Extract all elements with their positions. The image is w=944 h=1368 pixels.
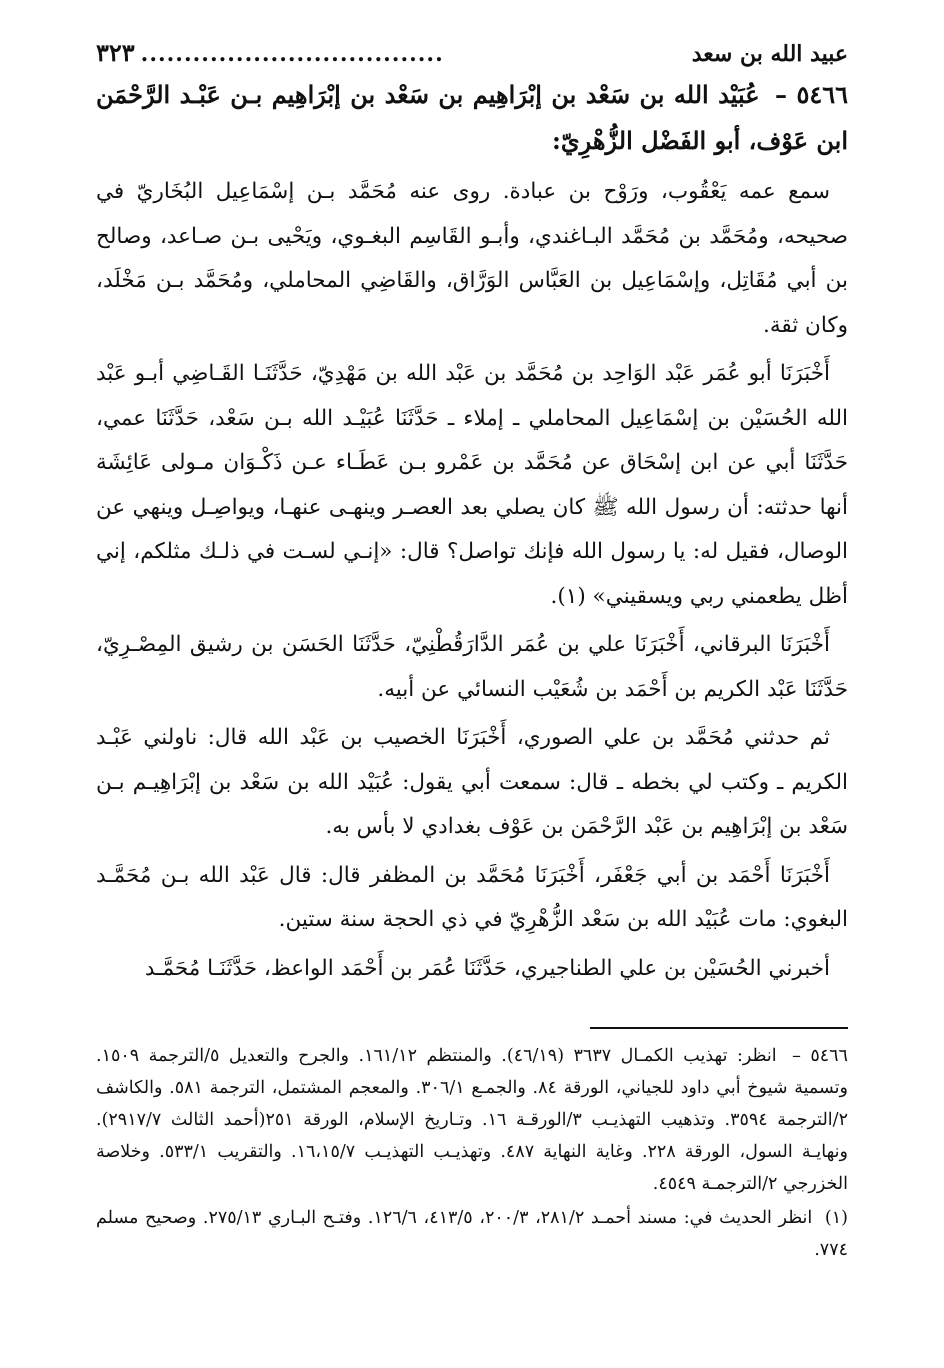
- running-head: [96, 36, 848, 70]
- footnote-mark: ٥٤٦٦ –: [792, 1046, 848, 1066]
- paragraph-3: أَخْبَرَنَا البرقاني، أَخْبَرَنَا علي بن عُمَر الدَّارَقُطْنِيّ، حَدَّثَنَا الحَسَن بن رشيق المِصْـرِيّ، حَدَّثَنَا عَبْد الكريم بن أَحْمَد بن شُعَيْب النسائي عن أبيه.: [96, 632, 848, 702]
- entry-title: عُبَيْد الله بن سَعْد بن إبْرَاهِيم بن سَعْد بن إبْرَاهِيم بـن عَبْـد الرَّحْمَن ابن عَوْف، أبو الفَضْل الزُّهْرِيّ:: [96, 80, 848, 155]
- page-number: ٣٢٣: [96, 38, 135, 67]
- paragraph-5: أَخْبَرَنَا أَحْمَد بن أبي جَعْفَر، أَخْبَرَنَا مُحَمَّد بن المظفر قال: قال عَبْد الله بـن مُحَمَّـد البغوي: مات عُبَيْد الله بن سَعْد الزُّهْرِيّ في ذي الحجة سنة ستين.: [96, 862, 848, 932]
- paragraph-6: أخبرني الحُسَيْن بن علي الطناجيري، حَدَّثَنَا عُمَر بن أَحْمَد الواعظ، حَدَّثَنَـا مُحَمَّـد: [144, 955, 830, 981]
- paragraph-4: ثم حدثني مُحَمَّد بن علي الصوري، أَخْبَرَنَا الخصيب بن عَبْد الله قال: ناولني عَبْـد الكريم ـ وكتب لي بخطه ـ قال: سمعت أبي يقول: عُبَيْد الله بن سَعْد بن إبْرَاهِيـم بـن سَعْد بن إبْرَاهِيم بن عَبْد الرَّحْمَن بن عَوْف بغدادي لا بأس به.: [96, 725, 848, 839]
- running-head-title: عبيد الله بن سعد: [691, 41, 848, 67]
- footnote-1: [96, 1040, 848, 1200]
- footnote-text: انظر: تهذيب الكمـال ٣٦٣٧ (٤٦/١٩). والمنتظم ١٦١/١٢. والجرح والتعديل ٥/الترجمة ١٥٠٩. وتسمية شيوخ أبي داود للجياني، الورقة ٨٤. والجمـع ٣٠٦/١. والمعجم المشتمل، الترجمة ٥٨١. والكاشف ٢/الترجمة ٣٥٩٤. وتذهيب التهذيـب ٣/الورقـة ١٦. وتـاريخ الإسلام، الورقة ٢٥١(أحمد الثالث ٢٩١٧/٧). ونهايـة السول، الورقة ٢٢٨. وغاية النهاية ٤٨٧. وتهذيـب التهذيـب ١٦،١٥/٧. والتقريب ٥٣٣/١. وخلاصة الخزرجي ٢/الترجمـة ٤٥٤٩.: [96, 1046, 849, 1194]
- book-page: [96, 36, 848, 995]
- footnotes: [96, 1040, 848, 1268]
- running-head-dots: ...................................: [140, 41, 444, 67]
- footnote-text: انظر الحديث في: مسند أحمـد ٢٨١/٢، ٢٠٠/٣، ٤١٣/٥، ١٢٦/٦. وفتـح البـاري ٢٧٥/١٣. وصحيح مسلم ٧٧٤.: [96, 1208, 848, 1260]
- footnote-2: [96, 1202, 848, 1266]
- footnote-mark: (١): [824, 1208, 848, 1228]
- paragraph-2: أَخْبَرَنَا أبو عُمَر عَبْد الوَاحِد بن مُحَمَّد بن عَبْد الله بن مَهْدِيّ، حَدَّثَنَـا القَـاضِي أبـو عَبْد الله الحُسَيْن بن إسْمَاعِيل المحاملي ـ إملاء ـ حَدَّثَنَا عُبَيْـد الله بـن سَعْد، حَدَّثَنَا عمي، حَدَّثَنَا أبي عن ابن إسْحَاق عن مُحَمَّد بن عَمْرو بـن عَطَـاء عـن ذَكْـوَان مـولى عَائِشَة أنها حدثته: أن رسول الله ﷺ كان يصلي بعد العصـر وينهـى عنهـا، ويواصِـل وينهي عن الوصال، فقيل له: يا رسول الله فإنك تواصل؟ قال: «إنـي لسـت في ذلـك مثلكم، إني أظل يطعمني ربي ويسقيني» (١).: [96, 361, 848, 609]
- footnote-divider: [590, 1027, 848, 1029]
- paragraph-1: سمع عمه يَعْقُوب، ورَوْح بن عبادة. روى عنه مُحَمَّد بـن إسْمَاعِيل البُخَاريّ في صحيحه، ومُحَمَّد بن مُحَمَّد البـاغندي، وأبـو القَاسِم البغـوي، ويَحْيى بـن صـاعد، وصالح بن أبي مُقَاتِل، وإسْمَاعِيل بن العَبَّاس الوَرَّاق، والقَاضِي المحاملي، ومُحَمَّد بـن مَخْلَد، وكان ثقة.: [96, 179, 848, 338]
- entry-heading: [96, 72, 848, 164]
- entry-number: ٥٤٦٦ –: [775, 80, 849, 109]
